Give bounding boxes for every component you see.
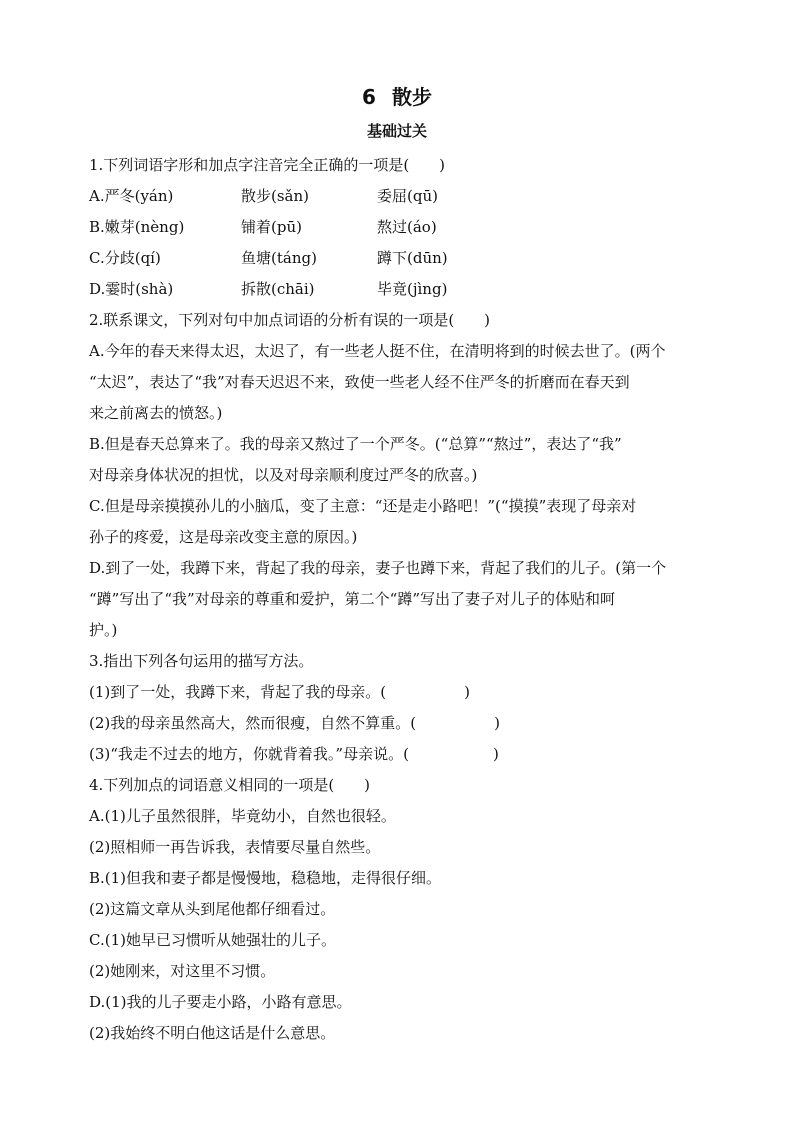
- q4-line: B.(1)但我和妻子都是慢慢地，稳稳地，走得很仔细。: [89, 869, 442, 887]
- q4-line: (2)这篇文章从头到尾他都仔细看过。: [89, 900, 336, 918]
- q3-item-close: ): [492, 745, 499, 763]
- q1-option-cell: 散步(sǎn): [241, 187, 310, 205]
- q2-stem: 2.联系课文，下列对句中加点词语的分析有误的一项是( ): [89, 311, 491, 329]
- q1-stem: 1.下列词语字形和加点字注音完全正确的一项是( ): [89, 156, 446, 174]
- q2-option-c-line: C.但是母亲摸摸孙儿的小脑瓜，变了主意：“还是走小路吧！”(“摸摸”表现了母亲对: [89, 497, 637, 515]
- q1-option-cell: 毕竟(jìng): [377, 280, 448, 298]
- q4-stem: 4.下列加点的词语意义相同的一项是( ): [89, 776, 371, 794]
- q1-option-cell: A.严冬(yán): [89, 187, 174, 205]
- q4-line: (2)她刚来，对这里不习惯。: [89, 962, 276, 980]
- lesson-number: 6: [362, 85, 376, 109]
- q2-option-d-line: 护。): [89, 621, 118, 639]
- q2-option-a-line: A.今年的春天来得太迟，太迟了，有一些老人挺不住，在清明将到的时候去世了。(两个: [89, 342, 666, 360]
- q2-option-d-line: D.到了一处，我蹲下来，背起了我的母亲，妻子也蹲下来，背起了我们的儿子。(第一个: [89, 559, 667, 577]
- q3-item: [89, 708, 729, 739]
- q2-option-b-line: B.但是春天总算来了。我的母亲又熬过了一个严冬。(“总算”“熬过”，表达了“我”: [89, 435, 622, 453]
- q2-option-d-line: “蹲”写出了“我”对母亲的尊重和爱护，第二个“蹲”写出了妻子对儿子的体贴和呵: [89, 590, 616, 608]
- q3-item-close: ): [464, 683, 470, 701]
- q2-option-a-line: 来之前离去的愤怒。): [89, 404, 223, 422]
- q1-option-cell: 鱼塘(táng): [241, 249, 317, 267]
- q3-item-close: ): [494, 714, 500, 732]
- q3-item-text: (3)“我走不过去的地方，你就背着我。”母亲说。(: [89, 745, 409, 763]
- q2-option-b-line: 对母亲身体状况的担忧，以及对母亲顺利度过严冬的欣喜。): [89, 466, 478, 484]
- q1-option-row-d: [89, 274, 729, 305]
- q4-line: (2)我始终不明白他这话是什么意思。: [89, 1024, 336, 1042]
- q4-line: A.(1)儿子虽然很胖，毕竟幼小，自然也很轻。: [89, 807, 396, 825]
- q3-item: [89, 739, 729, 770]
- q3-item: [89, 677, 729, 708]
- q1-option-cell: C.分歧(qí): [89, 249, 161, 267]
- q3-stem: 3.指出下列各句运用的描写方法。: [89, 652, 314, 670]
- q3-item-text: (2)我的母亲虽然高大，然而很瘦，自然不算重。(: [89, 714, 417, 732]
- q4-line: C.(1)她早已习惯听从她强壮的儿子。: [89, 931, 336, 949]
- q1-option-cell: 委屈(qū): [377, 187, 438, 205]
- lesson-title: [0, 84, 794, 110]
- q1-option-cell: D.霎时(shà): [89, 280, 174, 298]
- q1-option-row-b: [89, 212, 729, 243]
- q4-line: (2)照相师一再告诉我，表情要尽量自然些。: [89, 838, 381, 856]
- q3-item-text: (1)到了一处，我蹲下来，背起了我的母亲。(: [89, 683, 387, 701]
- q4-line: D.(1)我的儿子要走小路，小路有意思。: [89, 993, 352, 1011]
- section-heading: 基础过关: [366, 122, 427, 140]
- q1-option-cell: 拆散(chāi): [241, 280, 315, 298]
- lesson-name: 散步: [391, 85, 432, 109]
- q1-option-cell: 熬过(áo): [377, 218, 437, 236]
- q1-option-cell: B.嫩芽(nèng): [89, 218, 185, 236]
- q1-option-row-a: [89, 181, 729, 212]
- q1-option-row-c: [89, 243, 729, 274]
- q2-option-c-line: 孙子的疼爱，这是母亲改变主意的原因。): [89, 528, 358, 546]
- q1-option-cell: 铺着(pū): [241, 218, 302, 236]
- q1-option-cell: 蹲下(dūn): [377, 249, 448, 267]
- q2-option-a-line: “太迟”，表达了“我”对春天迟迟不来，致使一些老人经不住严冬的折磨而在春天到: [89, 373, 630, 391]
- question-list: [89, 150, 729, 1049]
